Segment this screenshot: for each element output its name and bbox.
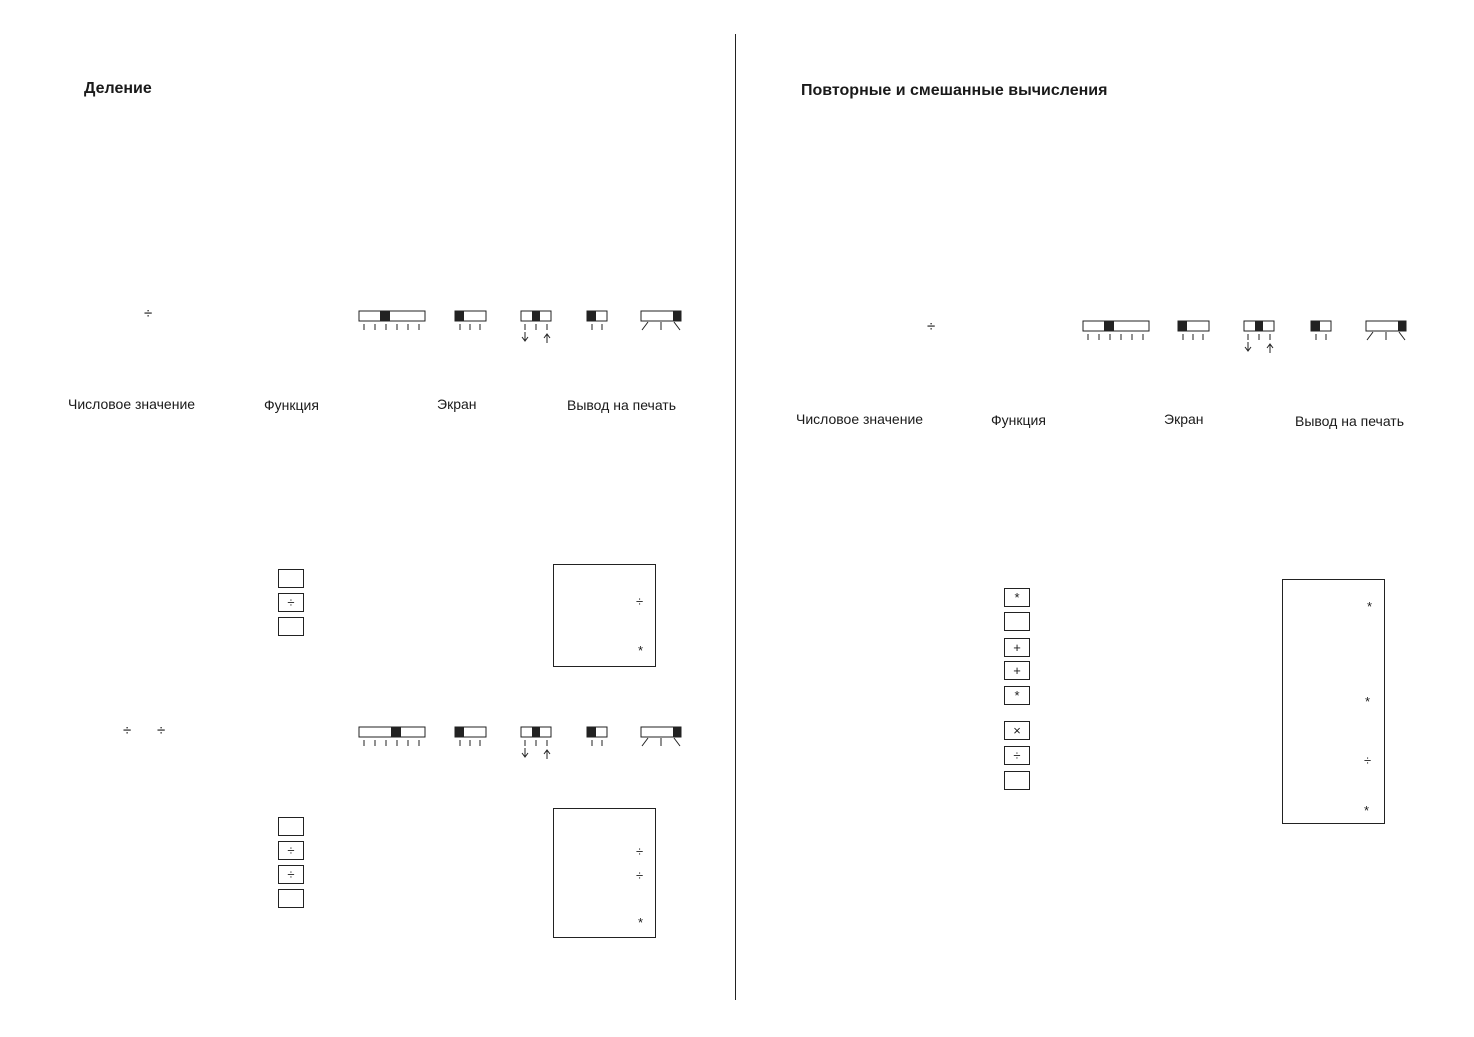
decimal-selector-switch (359, 727, 425, 746)
key-asterisk: * (1004, 588, 1030, 607)
printout-symbol: ÷ (636, 594, 644, 609)
column-header-display: Экран (437, 396, 477, 412)
item-count-switch (1366, 321, 1406, 340)
column-header-function: Функция (264, 397, 319, 413)
column-header-value: Числовое значение (68, 396, 196, 412)
rounding-switch (1244, 321, 1274, 353)
key-divide: ÷ (1004, 746, 1030, 765)
item-count-switch (641, 727, 681, 746)
key-divide: ÷ (278, 865, 304, 884)
rounding-switch (521, 727, 551, 759)
key-asterisk: * (1004, 686, 1030, 705)
printout-paper (553, 808, 656, 938)
switch-settings-diagram (1082, 320, 1412, 356)
printout-symbol: * (1367, 599, 1373, 614)
key-blank (1004, 612, 1030, 631)
key-blank (278, 569, 304, 588)
printout-symbol: * (638, 915, 644, 930)
printout-symbol: * (1364, 803, 1370, 818)
print-switch (587, 727, 607, 746)
printout-symbol: ÷ (636, 868, 644, 883)
key-divide: ÷ (278, 841, 304, 860)
printout-paper (1282, 579, 1385, 824)
printout-symbol: ÷ (636, 844, 644, 859)
divide-symbol: ÷ (157, 722, 166, 739)
key-blank (278, 617, 304, 636)
column-header-value: Числовое значение (796, 411, 924, 427)
printout-symbol: * (638, 643, 644, 658)
printout-paper (553, 564, 656, 667)
key-multiply: × (1004, 721, 1030, 740)
section-title-division: Деление (84, 80, 152, 97)
mode-switch (1178, 321, 1209, 340)
column-header-display: Экран (1164, 411, 1204, 427)
mode-switch (455, 727, 486, 746)
key-blank (278, 889, 304, 908)
divide-symbol: ÷ (144, 305, 153, 322)
key-divide: ÷ (278, 593, 304, 612)
decimal-selector-switch (1083, 321, 1149, 340)
item-count-switch (641, 311, 681, 330)
rounding-switch (521, 311, 551, 343)
key-plus: + (1004, 661, 1030, 680)
column-header-function: Функция (991, 412, 1046, 428)
key-plus: + (1004, 638, 1030, 657)
print-switch (587, 311, 607, 330)
column-header-print: Вывод на печать (1295, 413, 1405, 429)
key-blank (278, 817, 304, 836)
mode-switch (455, 311, 486, 330)
print-switch (1311, 321, 1331, 340)
switch-settings-diagram (358, 726, 692, 762)
switch-settings-diagram (358, 310, 692, 346)
decimal-selector-switch (359, 311, 425, 330)
printout-symbol: * (1365, 694, 1371, 709)
section-title-repeat-mixed: Повторные и смешанные вычисления (801, 82, 1108, 99)
printout-symbol: ÷ (1364, 753, 1372, 768)
column-header-print: Вывод на печать (567, 397, 677, 413)
divide-symbol: ÷ (123, 722, 132, 739)
key-blank (1004, 771, 1030, 790)
divide-symbol: ÷ (927, 318, 936, 335)
page-divider (735, 34, 736, 1000)
